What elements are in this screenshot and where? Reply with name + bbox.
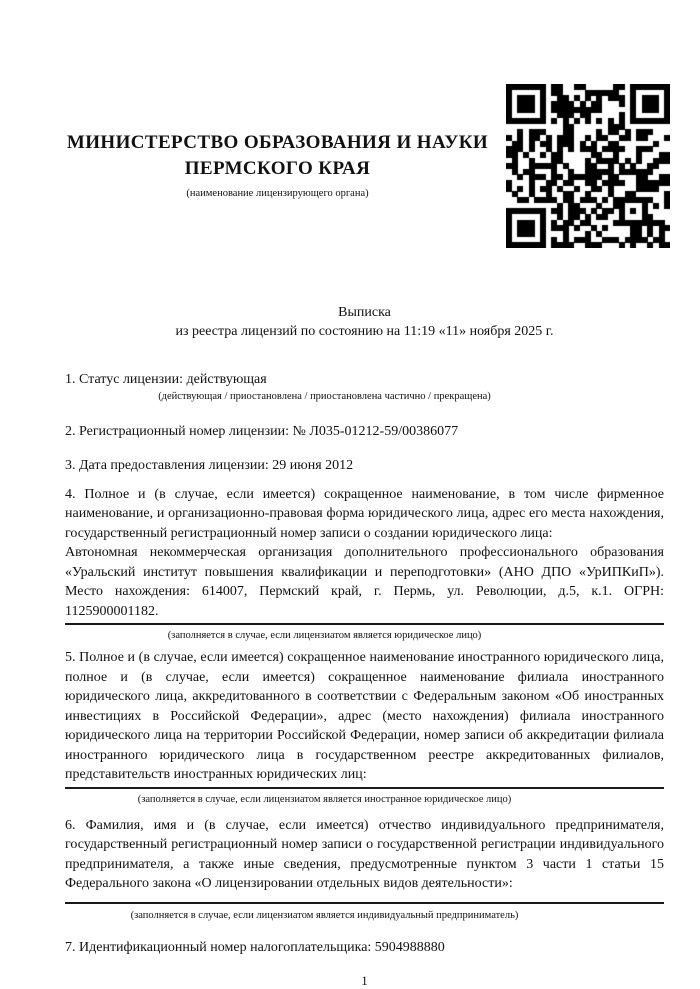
- item-5-foreign-entity-heading: 5. Полное и (в случае, если имеется) сокращенное наименование иностранного юридического лица, полное и (в случае, если имеется) сокращенное наименование филиала иностранного юридического лица, аккредитованного в соответствии с Федеральным законом «Об иностранных инвестициях в Российской Федерации», адрес (место нахождения) филиала иностранного юридического лица на территории Российской Федерации, номер записи об аккредитации филиала иностранного юридического лица в государственном реестре аккредитованных филиалов, представительств иностранных юридических лиц:: [65, 650, 664, 782]
- item-1-caption: (действующая / приостановлена / приостановлена частично / прекращена): [158, 390, 491, 402]
- page-number: 1: [361, 973, 368, 988]
- item-4-caption: (заполняется в случае, если лицензиатом является юридическое лицо): [167, 630, 482, 641]
- licensing-authority-caption: (наименование лицензирующего органа): [186, 188, 369, 199]
- document-title: [65, 303, 664, 341]
- item-6-fill-line: [65, 902, 664, 904]
- licensing-authority-block: [65, 130, 490, 200]
- document-title-line2: из реестра лицензий по состоянию на 11:19 «11» ноября 2025 г.: [175, 324, 554, 339]
- item-4-legal-entity-value: Автономная некоммерческая организация дополнительного профессионального образования «Уральский институт повышения квалификации и переподготовки» (АНО ДПО «УрИПКиП»). Место нахождения: 614007, Пермский край, г. Пермь, ул. Революции, д.5, к.1. ОГРН: 1125900001182.: [65, 545, 664, 619]
- item-5-caption: (заполняется в случае, если лицензиатом является иностранное юридическое лицо): [137, 793, 512, 805]
- item-6-caption: (заполняется в случае, если лицензиатом является индивидуальный предприниматель): [130, 909, 519, 921]
- item-7-taxpayer-id: 7. Идентификационный номер налогоплательщика: 5904988880: [65, 939, 445, 955]
- item-4-fill-line: [65, 623, 664, 625]
- item-3-license-grant-date: 3. Дата предоставления лицензии: 29 июня 2012: [65, 458, 354, 473]
- item-4-legal-entity-heading: 4. Полное и (в случае, если имеется) сокращенное наименование, в том числе фирменное наименование, и организационно-правовая форма юридического лица, адрес его места нахождения, государственный регистрационный номер записи о создании юридического лица:: [65, 486, 664, 541]
- ministry-name-line2: ПЕРМСКОГО КРАЯ: [184, 158, 371, 179]
- item-5-fill-line: [65, 787, 664, 789]
- document-title-line1: Выписка: [338, 305, 391, 320]
- ministry-name-line1: МИНИСТЕРСТВО ОБРАЗОВАНИЯ И НАУКИ: [66, 132, 489, 153]
- document-header: [0, 0, 700, 280]
- item-2-registration-number: 2. Регистрационный номер лицензии: № Л035-01212-59/00386077: [65, 423, 459, 439]
- document-body: [0, 280, 700, 988]
- item-1-license-status: 1. Статус лицензии: действующая: [65, 372, 267, 387]
- qr-code: [506, 84, 670, 248]
- item-6-entrepreneur-heading: 6. Фамилия, имя и (в случае, если имеется) отчество индивидуального предпринимателя, государственный регистрационный номер записи о государственной регистрации индивидуального предпринимателя, а также иные сведения, предусмотренные пунктом 3 части 1 статьи 15 Федерального закона «О лицензировании отдельных видов деятельности»:: [65, 817, 664, 891]
